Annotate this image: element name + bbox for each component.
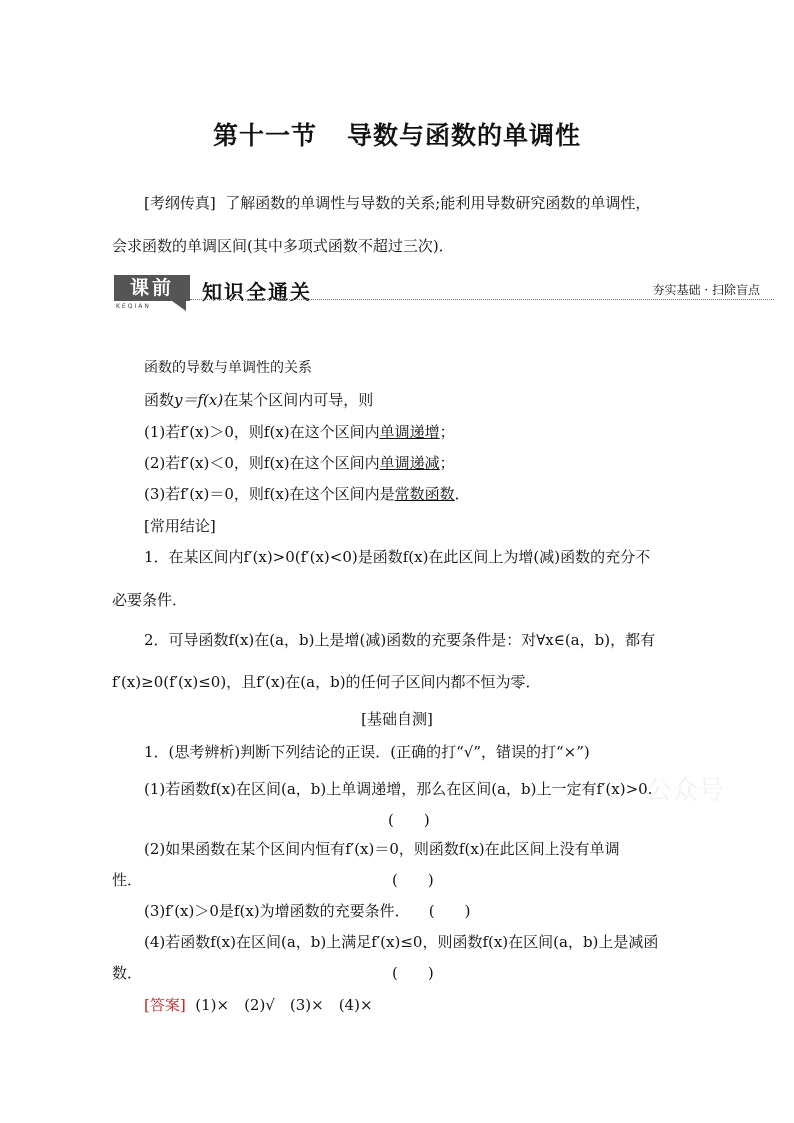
rule-item-2: [144, 453, 455, 473]
syllabus-line-2: 会求函数的单调区间(其中多项式函数不超过三次)．: [112, 237, 454, 255]
page-title: [0, 116, 794, 152]
conclusion-2-line-2: f′(x)≥0(f′(x)≤0)，且f′(x)在(a，b)的任何子区间内都不恒为零．: [112, 673, 541, 691]
statement-4-paren: ( ): [392, 964, 434, 982]
rule-1-answer: 单调递增: [379, 423, 440, 441]
rule-1-text: (1)若f′(x)＞0，则f(x)在这个区间内: [144, 423, 380, 441]
answer-text: (1)× (2)√ (3)× (4)×: [195, 996, 373, 1014]
section-band: [110, 275, 774, 313]
intro-expr: y＝f(x): [174, 391, 224, 409]
band-divider: [190, 299, 774, 300]
syllabus-line-1: [144, 193, 650, 213]
intro-pre: 函数: [144, 391, 175, 409]
statement-1-paren: ( ): [388, 811, 430, 829]
syllabus-label: [考纲传真]: [144, 194, 216, 212]
rule-1-end: ；: [439, 423, 455, 441]
statement-3: [144, 901, 470, 921]
rule-3-text: (3)若f′(x)＝0，则f(x)在这个区间内是: [144, 485, 395, 503]
rule-2-answer: 单调递减: [379, 454, 440, 472]
statement-3-text: (3)f′(x)＞0是f(x)为增函数的充要条件．: [144, 902, 410, 920]
intro-post: 在某个区间内可导，则: [223, 391, 374, 409]
conclusions-label: [常用结论]: [144, 517, 216, 535]
statement-4: (4)若函数f(x)在区间(a，b)上满足f′(x)≤0，则函数f(x)在区间(a，b)上是减函: [144, 933, 659, 951]
syllabus-text-1: 了解函数的单调性与导数的关系;能利用导数研究函数的单调性，: [225, 194, 651, 212]
statement-2: (2)如果函数在某个区间内恒有f′(x)＝0，则函数f(x)在此区间上没有单调: [144, 840, 620, 858]
statement-2-paren: ( ): [392, 871, 434, 889]
band-heading: 知识全通关: [202, 280, 312, 304]
rule-3-end: ．: [454, 485, 470, 503]
question-1: 1．(思考辨析)判断下列结论的正误．(正确的打“√”，错误的打“×”): [144, 743, 590, 761]
statement-1: (1)若函数f(x)在区间(a，b)上单调递增，那么在区间(a，b)上一定有f′(x)>0.: [144, 780, 653, 798]
statement-2-cont: 性．: [112, 871, 143, 889]
answer-label: [答案]: [144, 996, 186, 1014]
section-title: 导数与函数的单调性: [347, 121, 582, 150]
rule-2-end: ；: [439, 454, 455, 472]
answer-line: [144, 995, 373, 1015]
rule-2-text: (2)若f′(x)＜0，则f(x)在这个区间内: [144, 454, 380, 472]
watermark: 公众号: [646, 776, 725, 806]
conclusion-1-line-1: 1．在某区间内f′(x)>0(f′(x)<0)是函数f(x)在此区间上为增(减)函数的充分不: [144, 548, 651, 566]
statement-3-paren: ( ): [428, 902, 471, 920]
conclusion-1-line-2: 必要条件．: [112, 591, 188, 609]
rule-item-1: [144, 422, 455, 442]
band-pinyin: KEQIAN: [116, 303, 151, 310]
statement-4-cont: 数．: [112, 964, 143, 982]
band-tag-arrow: [172, 301, 186, 311]
band-slogan: 夯实基础 · 扫除盲点: [652, 283, 760, 297]
intro-line: [144, 390, 373, 410]
section-number: 第十一节: [212, 121, 317, 150]
band-tag: 课前: [114, 275, 190, 301]
conclusion-2-line-1: 2．可导函数f(x)在(a，b)上是增(减)函数的充要条件是：对∀x∈(a，b)，都有: [144, 631, 656, 649]
selftest-label: [基础自测]: [361, 710, 433, 728]
rule-3-answer: 常数函数: [394, 485, 455, 503]
section-heading: 函数的导数与单调性的关系: [144, 360, 312, 376]
rule-item-3: [144, 484, 470, 504]
